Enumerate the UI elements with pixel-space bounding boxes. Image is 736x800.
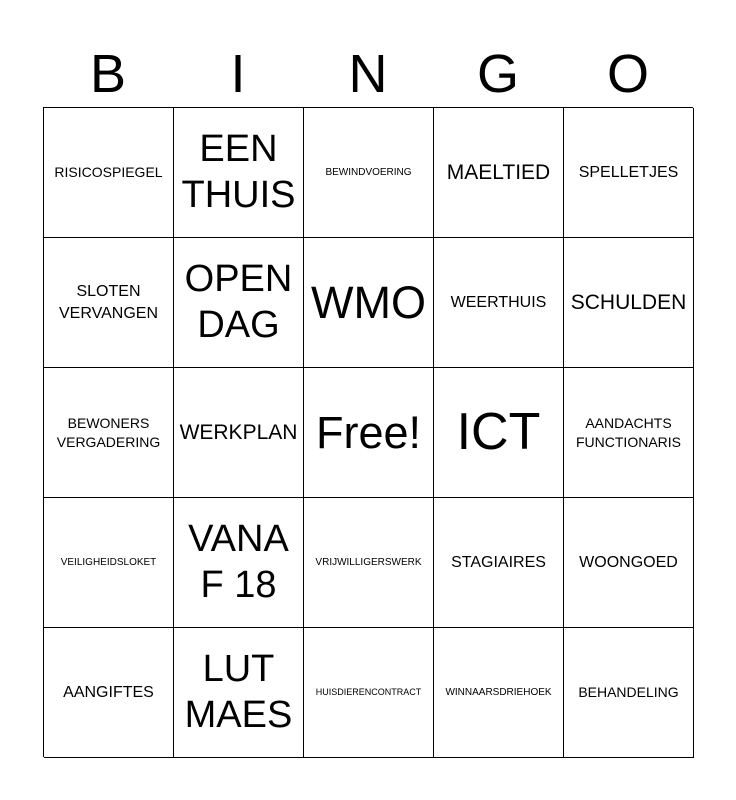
header-letter-g: G xyxy=(476,44,519,104)
bingo-cell[interactable]: SCHULDEN xyxy=(564,238,694,368)
bingo-cell[interactable]: WINNAARSDRIEHOEK xyxy=(434,628,564,758)
bingo-header xyxy=(43,40,693,108)
bingo-cell[interactable]: VRIJWILLIGERSWERK xyxy=(304,498,434,628)
bingo-cell[interactable]: ICT xyxy=(434,368,564,498)
header-letter-b: B xyxy=(89,44,127,104)
bingo-cell[interactable]: MAELTIED xyxy=(434,108,564,238)
bingo-cell[interactable]: VANAF 18 xyxy=(174,498,304,628)
bingo-cell[interactable]: WOONGOED xyxy=(564,498,694,628)
bingo-cell[interactable]: RISICOSPIEGEL xyxy=(44,108,174,238)
bingo-cell[interactable]: VEILIGHEIDSLOKET xyxy=(44,498,174,628)
bingo-cell[interactable]: STAGIAIRES xyxy=(434,498,564,628)
bingo-cell[interactable]: BEWONERS VERGADERING xyxy=(44,368,174,498)
header-letter-o: O xyxy=(606,44,649,104)
bingo-cell[interactable]: BEWINDVOERING xyxy=(304,108,434,238)
bingo-cell[interactable]: EEN THUIS xyxy=(174,108,304,238)
bingo-cell-free[interactable]: Free! xyxy=(304,368,434,498)
bingo-cell[interactable]: HUISDIERENCONTRACT xyxy=(304,628,434,758)
bingo-cell[interactable]: AANDACHTS FUNCTIONARIS xyxy=(564,368,694,498)
bingo-cell[interactable]: WEERTHUIS xyxy=(434,238,564,368)
bingo-cell[interactable]: SPELLETJES xyxy=(564,108,694,238)
header-letter-n: N xyxy=(348,44,388,104)
bingo-cell[interactable]: AANGIFTES xyxy=(44,628,174,758)
bingo-cell[interactable]: BEHANDELING xyxy=(564,628,694,758)
bingo-cell[interactable]: LUT MAES xyxy=(174,628,304,758)
bingo-cell[interactable]: SLOTEN VERVANGEN xyxy=(44,238,174,368)
bingo-card-grid xyxy=(43,107,693,757)
bingo-cell[interactable]: WMO xyxy=(304,238,434,368)
bingo-cell[interactable]: OPEN DAG xyxy=(174,238,304,368)
header-letter-i: I xyxy=(230,44,246,104)
bingo-cell[interactable]: WERKPLAN xyxy=(174,368,304,498)
